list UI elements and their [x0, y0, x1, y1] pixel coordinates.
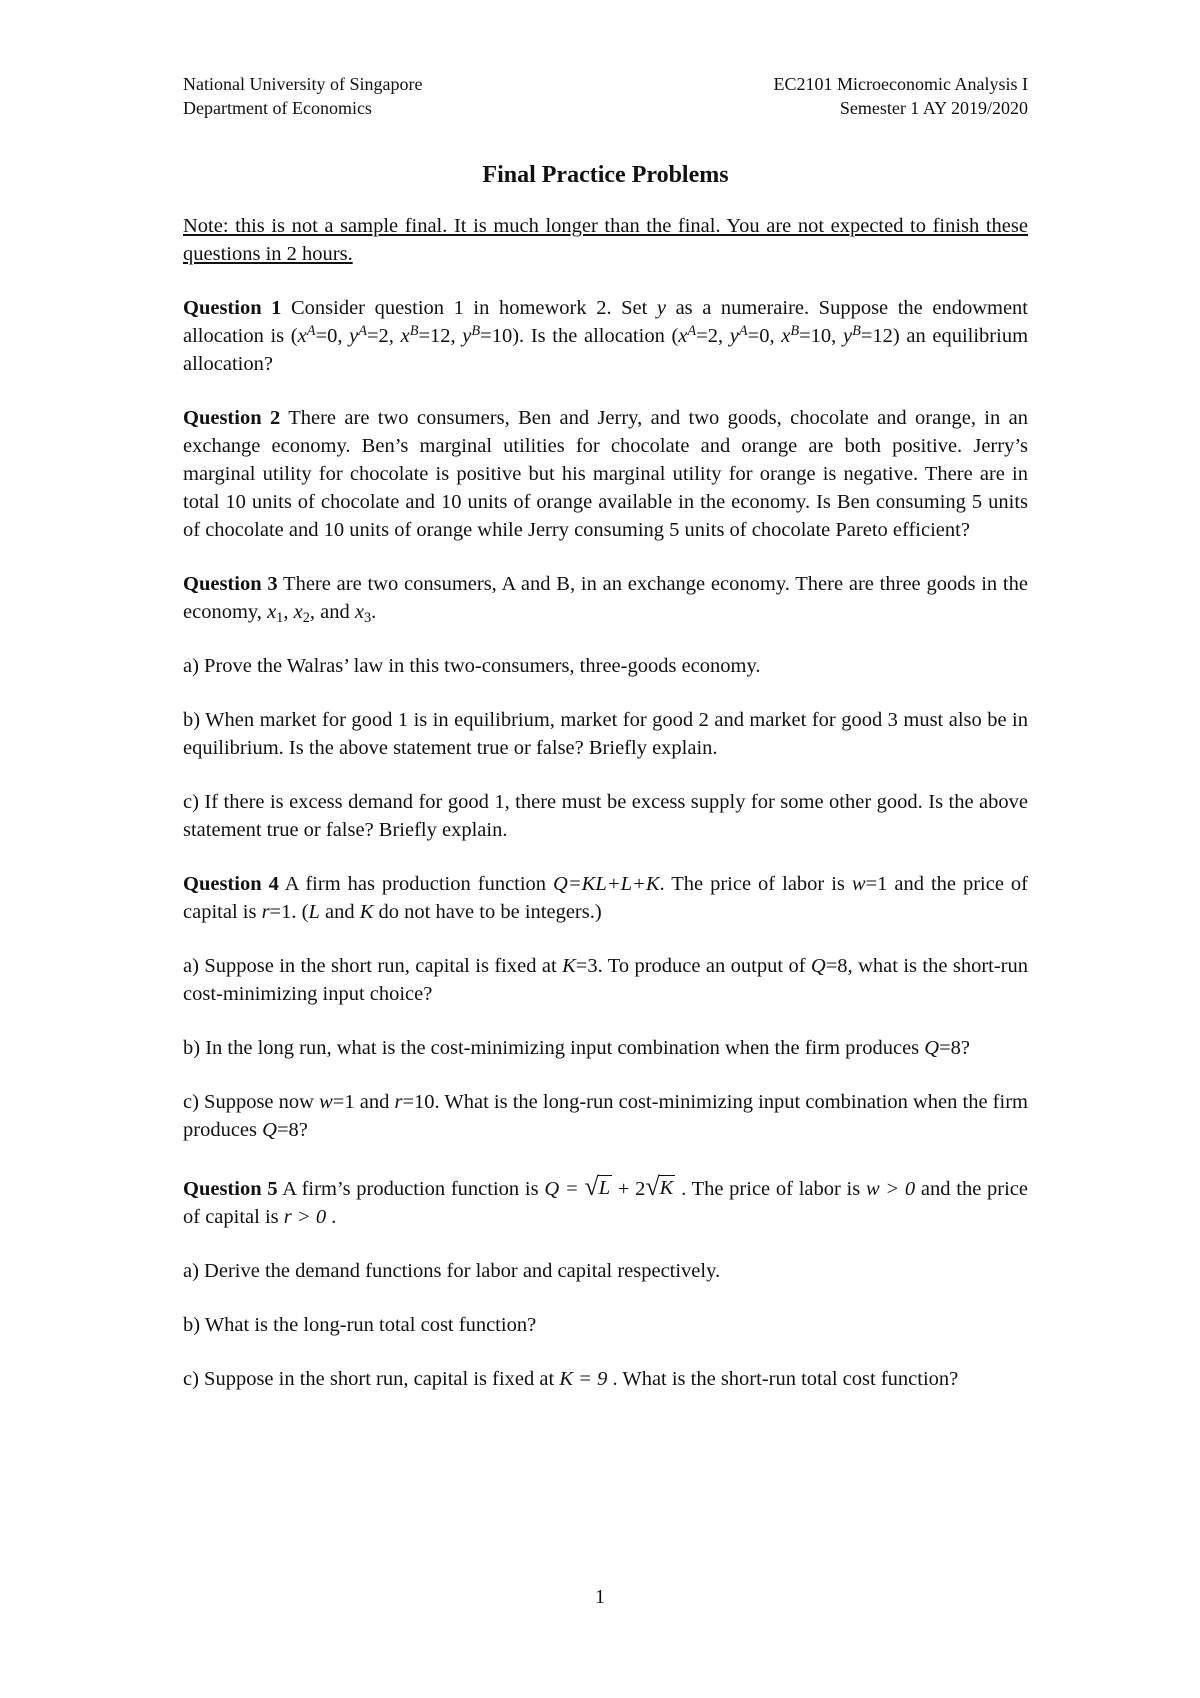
question-3b: b) When market for good 1 is in equilibrium, market for good 2 and market for good 3 must also be in equilibrium. Is the above statement true or false? Briefly explain.	[183, 709, 1028, 759]
question-5: Question 5 A firm’s production function is Q = √ L + 2 √ K . The price of labor is w > 0 and the price of capital is r > 0 .	[183, 1172, 1028, 1228]
question-5a: a) Derive the demand functions for labor and capital respectively.	[183, 1260, 721, 1282]
question-3c: c) If there is excess demand for good 1, there must be excess supply for some other good. Is the above statement true or false? Briefly explain.	[183, 791, 1028, 841]
question-1: Question 1 Consider question 1 in homework 2. Set y as a numeraire. Suppose the endowment allocation is ($x^A=0$, $y^A=2$, $x^B=12$, $y^B=10$). Is the allocation ($x^A=2$, $y^A=0$, $x^B=10$, $y^B=12$) an equilibrium allocation?	[183, 297, 1029, 375]
question-2-text: There are two consumers, Ben and Jerry, and two goods, chocolate and orange, in an exchange economy. Ben’s marginal utilities for chocolate and orange are both positive. Jerry’s marginal utility for chocolate is positive but his marginal utility for orange is negative. There are in total 10 units of chocolate and 10 units of orange available in the economy. Is Ben consuming 5 units of chocolate and 10 units of orange while Jerry consuming 5 units of chocolate Pareto efficient?	[183, 407, 1028, 541]
document-title: Final Practice Problems	[482, 162, 729, 188]
page-header	[183, 72, 1028, 120]
question-5c: c) Suppose in the short run, capital is fixed at K = 9 . What is the short-run total cost function?	[183, 1368, 959, 1390]
document-page	[183, 72, 1028, 1419]
department-name: Department of Economics	[183, 98, 372, 118]
note: Note: this is not a sample final. It is much longer than the final. You are not expected to finish these questions in 2 hours.	[183, 215, 1028, 265]
question-2-label: Question 2	[183, 407, 281, 429]
sqrt-K: √ K	[645, 1172, 674, 1201]
question-3-label: Question 3	[183, 573, 278, 595]
question-4-label: Question 4	[183, 873, 279, 895]
question-4b: b) In the long run, what is the cost-minimizing input combination when the firm produces Q=8?	[183, 1037, 971, 1059]
question-1-label: Question 1	[183, 297, 282, 319]
question-3a: a) Prove the Walras’ law in this two-consumers, three-goods economy.	[183, 655, 761, 677]
sqrt-L: √ L	[584, 1172, 611, 1201]
page-number: 1	[595, 1586, 605, 1608]
radical-icon: √	[584, 1172, 599, 1201]
question-2	[183, 404, 1028, 544]
semester: Semester 1 AY 2019/2020	[839, 98, 1028, 118]
question-5b: b) What is the long-run total cost function?	[183, 1314, 537, 1336]
course-name: EC2101 Microeconomic Analysis I	[773, 74, 1028, 94]
radical-icon: √	[645, 1172, 660, 1201]
question-4a: a) Suppose in the short run, capital is fixed at K=3. To produce an output of Q=8, what is the short-run cost-minimizing input choice?	[183, 955, 1028, 1005]
institution-name: National University of Singapore	[183, 74, 423, 94]
question-3: Question 3 There are two consumers, A and B, in an exchange economy. There are three goods in the economy, $x_1$, $x_2$, and $x_3$.	[183, 573, 1028, 626]
question-4c: c) Suppose now w=1 and r=10. What is the long-run cost-minimizing input combination when the firm produces Q=8?	[183, 1091, 1028, 1141]
question-4: Question 4 A firm has production function Q=KL+L+K. The price of labor is w=1 and the price of capital is r=1. (L and K do not have to be integers.)	[183, 873, 1029, 923]
question-5-label: Question 5	[183, 1178, 278, 1200]
